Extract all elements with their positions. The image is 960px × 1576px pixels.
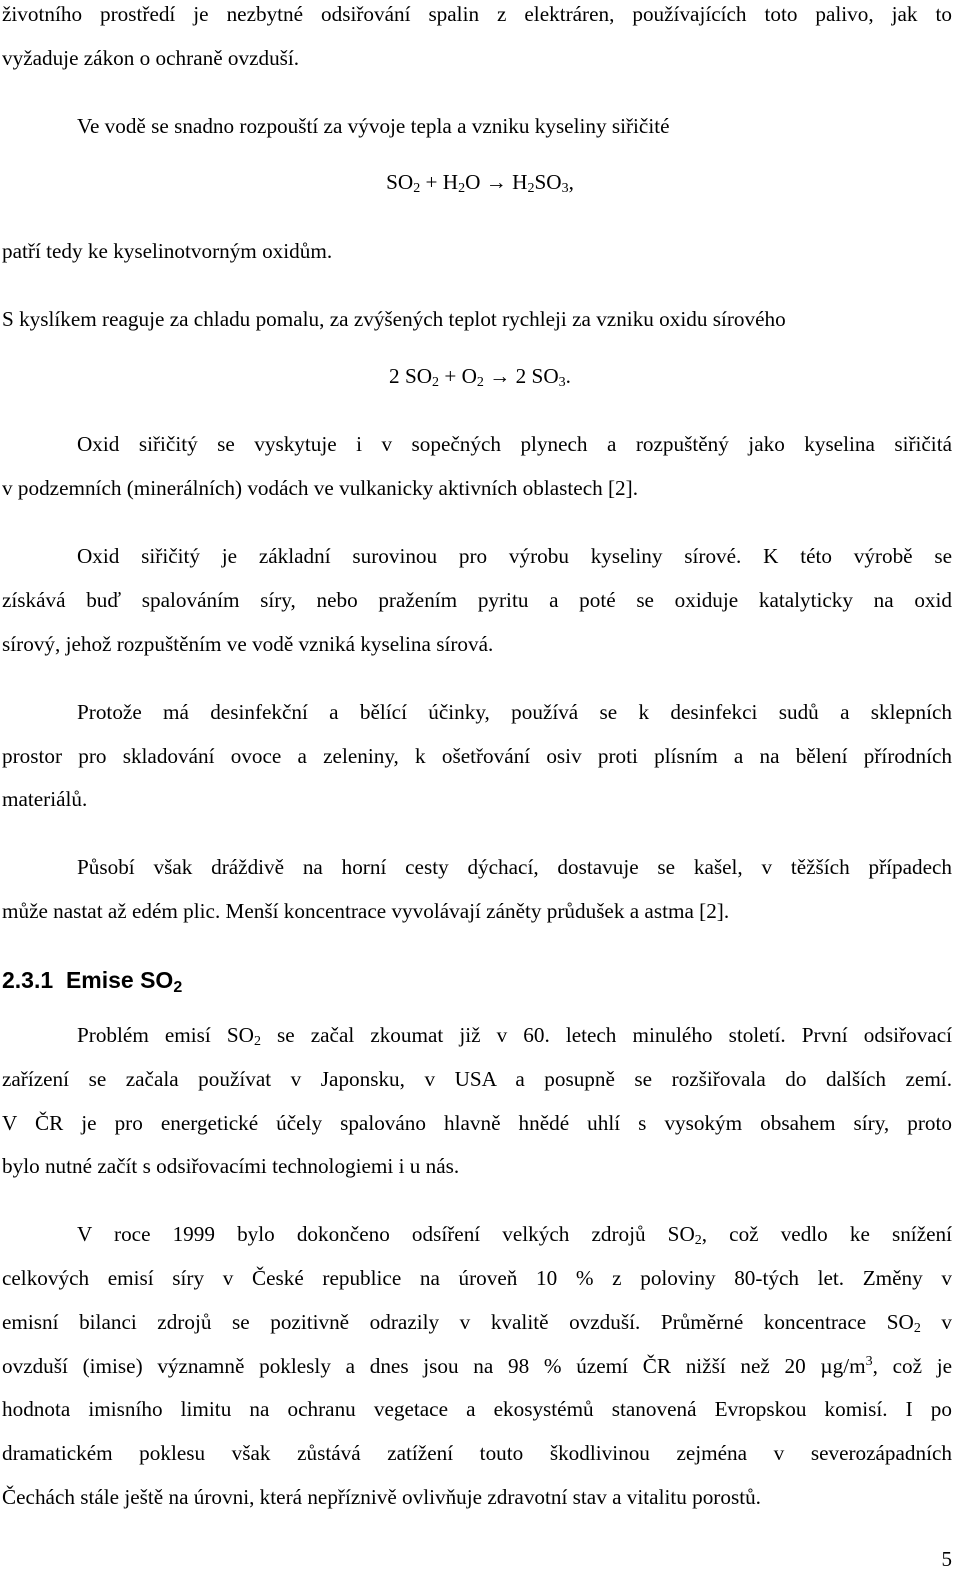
text-line: zařízení se začala používat v Japonsku, v USA a posupně se rozšiřovala do dalších zemí. [2,1067,952,1091]
section-heading: 2.3.1 Emise $SO_2$ [2,967,183,996]
text-line: bylo nutné začít s odsiřovacími technologiemi i u nás. [2,1154,460,1178]
equation-sulfur-trioxide: 2 $SO_2 + O_2 \to 2$ $SO_3$. [389,364,571,390]
text-line: vyžaduje zákon o ochraně ovzduší. [2,46,300,70]
text-line: V roce 1999 bylo dokončeno odsíření velkých zdrojů $SO_2$, což vedlo ke snížení [77,1222,952,1248]
text-line: Oxid siřičitý se vyskytuje i v sopečných plynech a rozpuštěný jako kyselina siřičitá [77,432,952,456]
text-line: sírový, jehož rozpuštěním ve vodě vzniká kyselina sírová. [2,632,494,656]
text-line: emisní bilanci zdrojů se pozitivně odrazily v kvalitě ovzduší. Průměrné koncentrace $SO_2$ v [2,1310,952,1336]
reaction-arrow: → [485,170,507,194]
text-line: prostor pro skladování ovoce a zeleniny, k ošetřování osiv proti plísním a na bělení přírodních [2,744,952,768]
text-line: Čechách stále ještě na úrovni, která nepříznivě ovlivňuje zdravotní stav a vitalitu porostů. [2,1485,761,1509]
equation-sulfurous-acid: $SO_2 + H_2O \to H_2SO_3$, [386,170,574,196]
text-line: materiálů. [2,787,88,811]
text-line: získává buď spalováním síry, nebo pražením pyritu a poté se oxiduje katalyticky na oxid [2,588,952,612]
text-line: ovzduší (imise) významně poklesly a dnes jsou na 98 % území ČR nižší než 20 $\mu g/m^3$, což je [2,1354,952,1378]
text-line: celkových emisí síry v České republice na úroveň 10 % z poloviny 80-tých let. Změny v [2,1266,952,1290]
text-line: v podzemních (minerálních) vodách ve vulkanicky aktivních oblastech [2]. [2,476,638,500]
text-line: Ve vodě se snadno rozpouští za vývoje tepla a vzniku kyseliny siřičité [77,114,670,138]
text-line: dramatickém poklesu však zůstává zatížení touto škodlivinou zejména v severozápadních [2,1441,952,1465]
page-number: 5 [941,1547,952,1571]
text-line: Oxid siřičitý je základní surovinou pro výrobu kyseliny sírové. K této výrobě se [77,544,952,568]
text-line: patří tedy ke kyselinotvorným oxidům. [2,239,333,263]
text-line: S kyslíkem reaguje za chladu pomalu, za zvýšených teplot rychleji za vzniku oxidu sírového [2,307,786,331]
text-line: může nastat až edém plic. Menší koncentrace vyvolávají záněty průdušek a astma [2]. [2,899,730,923]
text-line: Protože má desinfekční a bělící účinky, používá se k desinfekci sudů a sklepních [77,700,952,724]
section-number: 2.3.1 [2,967,54,993]
text-line: Působí však dráždivě na horní cesty dýchací, dostavuje se kašel, v těžších případech [77,855,952,879]
reaction-arrow: → [483,364,516,388]
text-line: životního prostředí je nezbytné odsiřování spalin z elektráren, používajících toto palivo, jak to [2,2,952,26]
text-line: V ČR je pro energetické účely spalováno hlavně hnědé uhlí s vysokým obsahem síry, proto [2,1111,952,1135]
text-line: hodnota imisního limitu na ochranu vegetace a ekosystémů stanovená Evropskou komisí. I po [2,1397,952,1421]
text-line: Problém emisí $SO_2$ se začal zkoumat již v 60. letech minulého století. První odsiřovací [77,1023,952,1049]
